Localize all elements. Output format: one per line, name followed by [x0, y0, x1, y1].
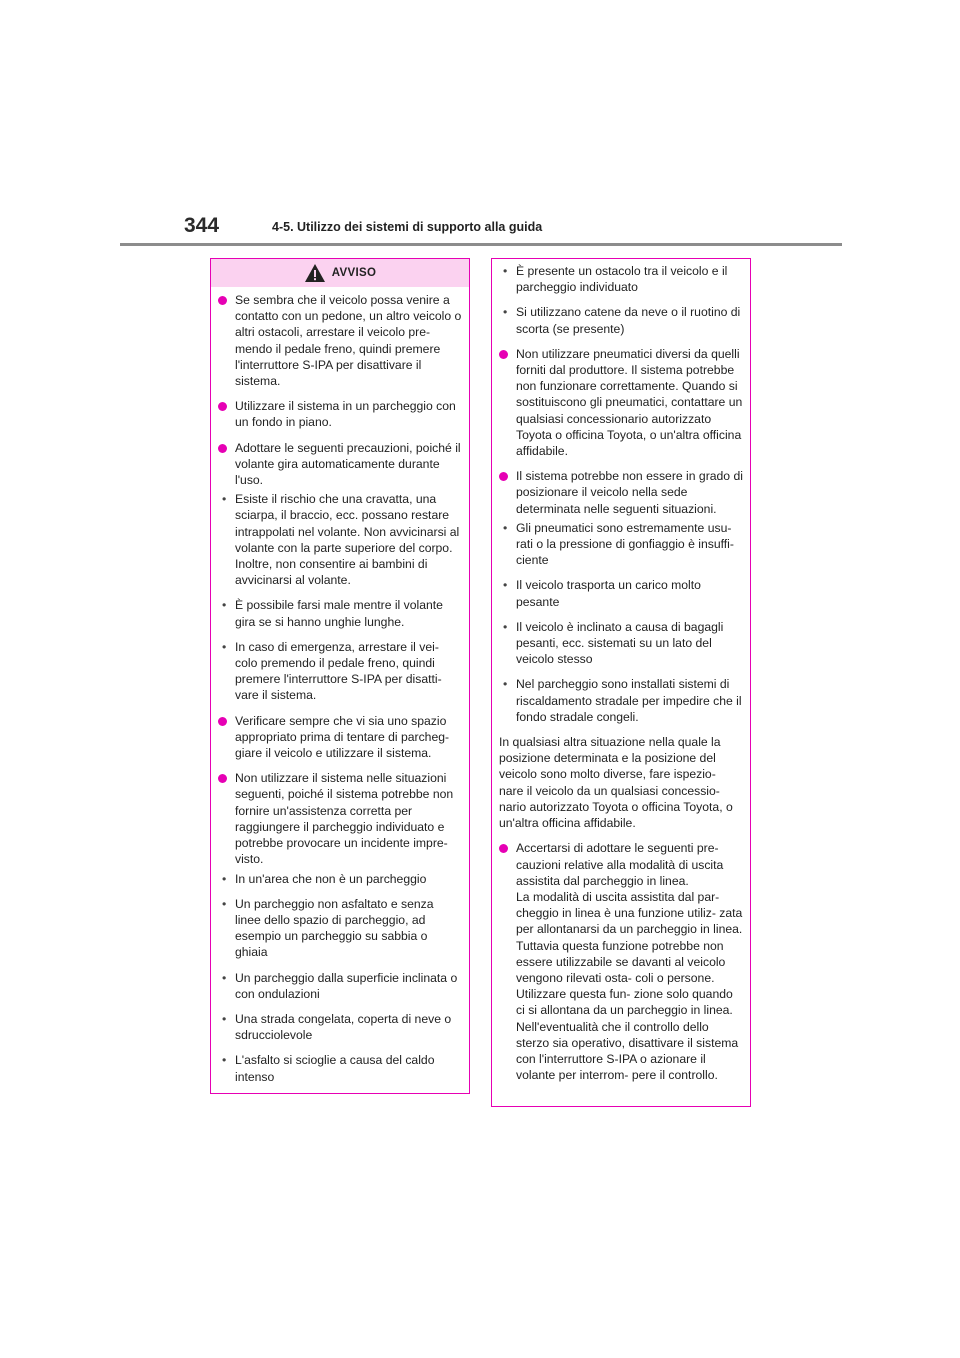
sub-list-item: • Un parcheggio dalla superficie inclinata o con ondulazioni [218, 970, 462, 1002]
sub-list-item: • Il veicolo trasporta un carico molto pesante [499, 577, 743, 609]
list-item [499, 840, 743, 1083]
sub-list-item: • Esiste il rischio che una cravatta, una sciarpa, il braccio, ecc. possano restare intrappolati nel volante. Non avvicinarsi al volante con la parte superiore del corpo. Inoltre, non consentire ai bambini di avvicinarsi al volante. [218, 491, 462, 588]
section-title: 4-5. Utilizzo dei sistemi di supporto alla guida [272, 220, 543, 234]
sub-list-item: • In caso di emergenza, arrestare il vei- colo premendo il pedale freno, quindi premere l'interruttore S-IPA per disatti- vare il sistema. [218, 639, 462, 704]
sub-list-item: • Nel parcheggio sono installati sistemi di riscaldamento stradale per impedire che il fondo stradale congeli. [499, 676, 743, 725]
sub-list-item: • Un parcheggio non asfaltato e senza linee dello spazio di parcheggio, ad esempio un parcheggio su sabbia o ghiaia [218, 896, 462, 961]
list-item: Il sistema potrebbe non essere in grado di posizionare il veicolo nella sede determinata nelle seguenti situazioni. [499, 468, 743, 517]
sub-list-item: • È possibile farsi male mentre il volante gira se si hanno unghie lunghe. [218, 597, 462, 629]
left-column-content [211, 287, 469, 1085]
warning-header [211, 259, 469, 287]
sub-list-item: • In un'area che non è un parcheggio [218, 871, 462, 887]
sub-list-item: • Una strada congelata, coperta di neve o sdrucciolevole [218, 1011, 462, 1043]
sub-list-item: • L'asfalto si scioglie a causa del caldo intenso [218, 1052, 462, 1084]
warning-triangle-icon [304, 263, 326, 283]
sub-list-item: • Gli pneumatici sono estremamente usu- rati o la pressione di gonfiaggio è insuffi- ciente [499, 520, 743, 569]
header-rule [120, 243, 842, 246]
list-item: Adottare le seguenti precauzioni, poiché il volante gira automaticamente durante l'uso. [218, 440, 462, 489]
paragraph: In qualsiasi altra situazione nella quale la posizione determinata e la posizione del veicolo sono molto diverse, fare ispezio- nare il veicolo da un qualsiasi concessio- nario autorizzato Toyota o officina Toyota, o un'altra officina affidabile. [499, 735, 733, 831]
list-item: Utilizzare il sistema in un parcheggio con un fondo in piano. [218, 398, 462, 430]
sub-list [499, 520, 743, 725]
right-column-content [492, 259, 750, 1083]
list-item: Non utilizzare pneumatici diversi da quelli forniti dal produttore. Il sistema potrebbe non funzionare correttamente. Quando si sostituiscono gli pneumatici, contattare un qualsiasi concessionario autorizzato Toyota o officina Toyota, o un'altra officina affidabile. [499, 346, 743, 459]
list-item: Non utilizzare il sistema nelle situazioni seguenti, poiché il sistema potrebbe non fornire un'assistenza corretta per raggiungere il parcheggio individuato e potrebbe provocare un incidente impre- visto. [218, 770, 462, 867]
page-number: 344 [184, 214, 220, 237]
sub-list-item: • Si utilizzano catene da neve o il ruotino di scorta (se presente) [499, 304, 743, 336]
bullet-lead-text: Accertarsi di adottare le seguenti pre- cauzioni relative alla modalità di uscita assistita dal parcheggio in linea. [516, 841, 724, 888]
warning-box-right-column [491, 258, 751, 1107]
list-item: Verificare sempre che vi sia uno spazio appropriato prima di tentare di parcheg- giare il veicolo e utilizzare il sistema. [218, 713, 462, 762]
list-item: Se sembra che il veicolo possa venire a contatto con un pedone, un altro veicolo o altri ostacoli, arrestare il veicolo pre- mendo il pedale freno, quindi premere l'interruttore S-IPA per disattivare il sistema. [218, 292, 462, 389]
warning-box-left-column [210, 258, 470, 1094]
sub-list-item: • Il veicolo è inclinato a causa di bagagli pesanti, ecc. sistemati su un lato del veicolo stesso [499, 619, 743, 668]
sub-list [218, 871, 462, 1085]
warning-title: AVVISO [331, 267, 377, 279]
sub-list-item: • È presente un ostacolo tra il veicolo e il parcheggio individuato [499, 263, 743, 295]
bullet-continuation-text: La modalità di uscita assistita dal par- cheggio in linea è una funzione utiliz- zata per allontanarsi da un parcheggio in linea. Tuttavia questa funzione potrebbe non essere utilizzabile se davanti al veicolo vengono rilevati osta- coli o persone. Utilizzare questa fun- zione solo quando ci si allontana da un parcheggio in linea. Nell'eventualità che il controllo dello sterzo sia operativo, disattivare il sistema con l'interruttore S-IPA o azionare il volante per interrom- pere il controllo. [516, 889, 743, 1083]
sub-list [218, 491, 462, 703]
